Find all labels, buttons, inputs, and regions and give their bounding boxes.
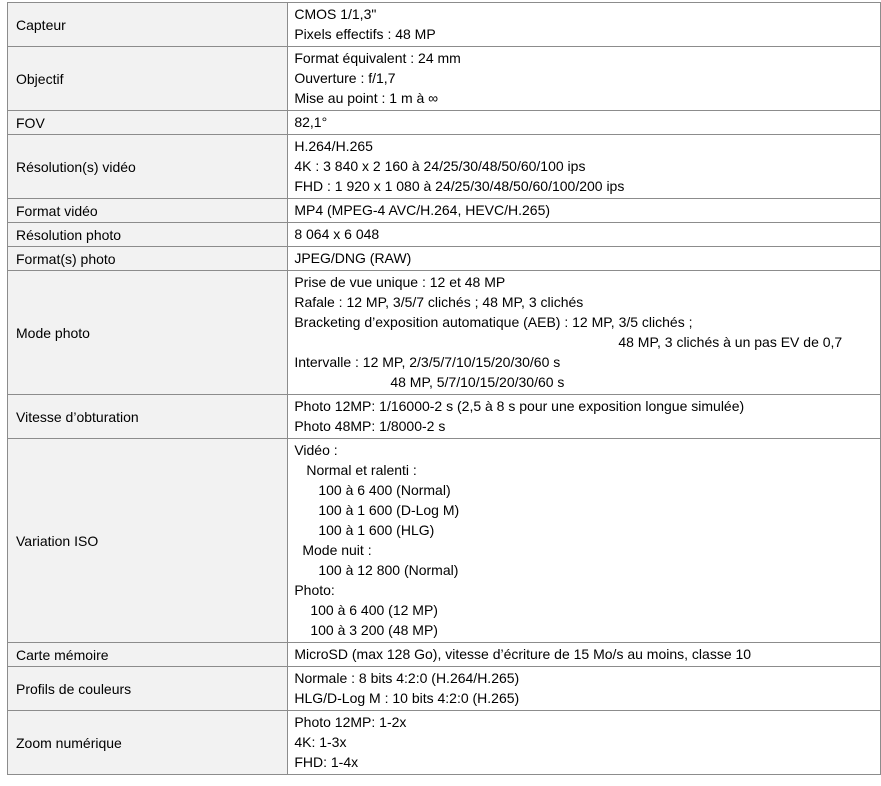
row-value (288, 3, 881, 47)
value-line: Photo 12MP: 1-2x (294, 714, 407, 730)
value-line: MicroSD (max 128 Go), vitesse d’écriture de 15 Mo/s au moins, classe 10 (294, 646, 752, 662)
value-line: 100 à 12 800 (Normal) (318, 562, 459, 578)
table-row (8, 667, 881, 711)
table-row (8, 643, 881, 667)
value-line: Intervalle : 12 MP, 2/3/5/7/10/15/20/30/60 s (294, 354, 561, 370)
value-line: Photo: (294, 582, 335, 598)
value-line: MP4 (MPEG-4 AVC/H.264, HEVC/H.265) (294, 202, 551, 218)
table-row (8, 47, 881, 111)
row-label: Objectif (8, 47, 288, 111)
row-value (288, 271, 881, 395)
row-label: Carte mémoire (8, 643, 288, 667)
value-line: Format équivalent : 24 mm (294, 50, 461, 66)
row-label: Capteur (8, 3, 288, 47)
value-line: 48 MP, 3 clichés à un pas EV de 0,7 (618, 334, 843, 350)
value-line: Mode nuit : (302, 542, 372, 558)
table-row (8, 247, 881, 271)
row-label: Variation ISO (8, 439, 288, 643)
value-line: Photo 48MP: 1/8000-2 s (294, 418, 446, 434)
row-label: Vitesse d’obturation (8, 395, 288, 439)
row-value (288, 135, 881, 199)
row-value (288, 47, 881, 111)
row-value (288, 223, 881, 247)
row-value (288, 199, 881, 223)
value-line: 8 064 x 6 048 (294, 226, 380, 242)
value-line: 100 à 6 400 (Normal) (318, 482, 451, 498)
row-label: Format vidéo (8, 199, 288, 223)
value-line: H.264/H.265 (294, 138, 373, 154)
row-label: Format(s) photo (8, 247, 288, 271)
value-line: Photo 12MP: 1/16000-2 s (2,5 à 8 s pour une exposition longue simulée) (294, 398, 745, 414)
row-value (288, 395, 881, 439)
row-label: Mode photo (8, 271, 288, 395)
value-line: 100 à 3 200 (48 MP) (310, 622, 438, 638)
row-value (288, 711, 881, 775)
row-label: Résolution(s) vidéo (8, 135, 288, 199)
table-row (8, 3, 881, 47)
value-line: 48 MP, 5/7/10/15/20/30/60 s (390, 374, 565, 390)
row-label: Profils de couleurs (8, 667, 288, 711)
table-row (8, 439, 881, 643)
row-label: Résolution photo (8, 223, 288, 247)
value-line: Prise de vue unique : 12 et 48 MP (294, 274, 506, 290)
table-row (8, 199, 881, 223)
value-line: 4K: 1-3x (294, 734, 347, 750)
table-row (8, 135, 881, 199)
table-row (8, 711, 881, 775)
value-line: Vidéo : (294, 442, 338, 458)
table-row (8, 395, 881, 439)
value-line: Rafale : 12 MP, 3/5/7 clichés ; 48 MP, 3 clichés (294, 294, 584, 310)
row-value (288, 247, 881, 271)
value-line: 82,1° (294, 114, 328, 130)
value-line: Pixels effectifs : 48 MP (294, 26, 436, 42)
value-line: Mise au point : 1 m à ∞ (294, 90, 439, 106)
row-value (288, 439, 881, 643)
table-row (8, 223, 881, 247)
table-row (8, 111, 881, 135)
row-value (288, 667, 881, 711)
table-row (8, 271, 881, 395)
row-value (288, 643, 881, 667)
row-label: Zoom numérique (8, 711, 288, 775)
value-line: FHD: 1-4x (294, 754, 359, 770)
value-line: HLG/D-Log M : 10 bits 4:2:0 (H.265) (294, 690, 520, 706)
value-line: Normal et ralenti : (306, 462, 417, 478)
row-value (288, 111, 881, 135)
spec-table (7, 2, 881, 775)
value-line: Normale : 8 bits 4:2:0 (H.264/H.265) (294, 670, 520, 686)
value-line: Ouverture : f/1,7 (294, 70, 396, 86)
value-line: FHD : 1 920 x 1 080 à 24/25/30/48/50/60/100/200 ips (294, 178, 625, 194)
value-line: 100 à 1 600 (HLG) (318, 522, 435, 538)
row-label: FOV (8, 111, 288, 135)
value-line: 100 à 1 600 (D-Log M) (318, 502, 460, 518)
value-line: CMOS 1/1,3" (294, 6, 377, 22)
value-line: 4K : 3 840 x 2 160 à 24/25/30/48/50/60/100 ips (294, 158, 586, 174)
value-line: 100 à 6 400 (12 MP) (310, 602, 438, 618)
value-line: Bracketing d’exposition automatique (AEB) : 12 MP, 3/5 clichés ; (294, 314, 693, 330)
value-line: JPEG/DNG (RAW) (294, 250, 412, 266)
